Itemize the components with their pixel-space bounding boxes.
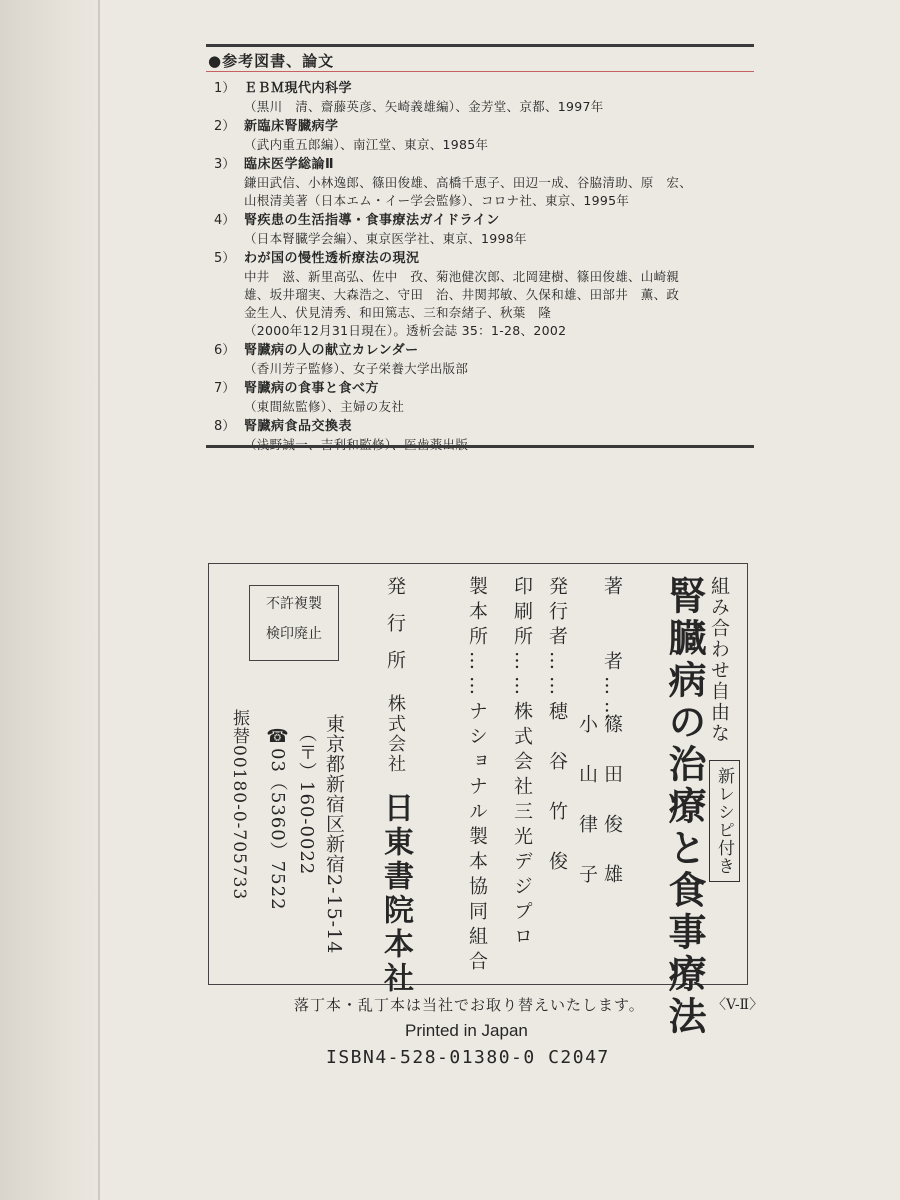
author-label: 著 者…… — [601, 576, 623, 726]
book-subtitle: 組み合わせ自由な — [708, 576, 730, 744]
publisher-person: 発行者……穂 谷 竹 俊 — [546, 576, 568, 876]
book-title: 腎臓病の治療と食事療法 — [662, 576, 707, 1038]
reference-detail: （香川芳子監修）、女子栄養大学出版部 — [244, 361, 469, 376]
reference-number: 4） — [214, 213, 236, 228]
printed-in-japan: Printed in Japan — [405, 1021, 528, 1040]
reference-title: わが国の慢性透析療法の現況 — [244, 251, 420, 266]
new-recipe-badge — [709, 754, 740, 882]
reference-number: 7） — [214, 381, 236, 396]
references-heading-underline — [206, 71, 754, 72]
company-name: 日東書院本社 — [378, 792, 413, 996]
book-gutter — [98, 0, 100, 1200]
phone-number: ☎03（5360）7522 — [267, 726, 288, 911]
references-top-rule — [206, 44, 754, 47]
reference-item — [214, 342, 762, 378]
reference-detail: 中井 滋、新里高弘、佐中 孜、菊池健次郎、北岡建樹、篠田俊雄、山崎親 — [244, 269, 680, 284]
reference-title: 臨床医学総論Ⅱ — [244, 157, 335, 172]
reference-detail: 山根清美著（日本エム・イー学会監修）、コロナ社、東京、1995年 — [244, 193, 630, 208]
company-type: 株式会社 — [385, 694, 406, 774]
isbn: ISBN4-528-01380-0 C2047 — [326, 1047, 610, 1068]
print-code: 〈V-Ⅱ〉 — [712, 997, 764, 1013]
reference-title: ＥＢＭ現代内科学 — [244, 81, 353, 96]
replacement-notice: 落丁本・乱丁本は当社でお取り替えいたします。 — [294, 996, 645, 1014]
binder-info: 製本所……ナショナル製本協同組合 — [466, 576, 488, 976]
reference-title: 新臨床腎臓病学 — [244, 119, 339, 134]
reference-detail: 鎌田武信、小林逸郎、篠田俊雄、高橋千恵子、田辺一成、谷脇清助、原 宏、 — [244, 175, 693, 190]
references-heading: ●参考図書、論文 — [208, 52, 335, 70]
postal-code: （〒）160-0022 — [296, 724, 317, 876]
reference-number: 8） — [214, 419, 236, 434]
reference-item — [214, 118, 762, 154]
reference-detail: （黒川 清、齋藤英彦、矢崎義雄編）、金芳堂、京都、1997年 — [244, 99, 604, 114]
stamp-line-2: 検印廃止 — [266, 626, 322, 642]
reference-detail: （武内重五郎編）、南江堂、東京、1985年 — [244, 137, 489, 152]
stamp-line-1: 不許複製 — [266, 596, 322, 612]
reference-item — [214, 418, 762, 454]
reference-number: 5） — [214, 251, 236, 266]
reference-title: 腎臓病食品交換表 — [244, 419, 353, 434]
reference-detail: 金生人、伏見清秀、和田篤志、三和奈緒子、秋葉 隆 — [244, 305, 552, 320]
reference-number: 3） — [214, 157, 236, 172]
copyright-stamp-box — [249, 585, 339, 661]
author-name-1: 篠 田 俊 雄 — [601, 714, 623, 889]
reference-title: 腎疾患の生活指導・食事療法ガイドライン — [244, 213, 500, 228]
reference-item — [214, 212, 762, 248]
reference-detail: 雄、坂井瑠実、大森浩之、守田 治、井関邦敏、久保和雄、田部井 薫、政 — [244, 287, 680, 302]
transfer-account: 振替00180-0-705733 — [229, 709, 249, 901]
reference-detail: （2000年12月31日現在）。透析会誌 35：1-28、2002 — [244, 323, 567, 338]
reference-title: 腎臓病の人の献立カレンダー — [244, 343, 419, 358]
reference-number: 6） — [214, 343, 236, 358]
reference-detail: （東間紘監修）、主婦の友社 — [244, 399, 405, 414]
reference-detail: （日本腎臓学会編）、東京医学社、東京、1998年 — [244, 231, 527, 246]
company-address: 東京都新宿区新宿2-15-14 — [323, 714, 345, 955]
reference-title: 腎臓病の食事と食べ方 — [244, 381, 380, 396]
reference-item — [214, 250, 762, 340]
reference-item — [214, 380, 762, 416]
references-list — [214, 80, 762, 456]
publishing-office-label: 発行所 — [384, 576, 406, 687]
printer-info: 印刷所……株式会社三光デジプロ — [511, 576, 533, 951]
author-name-2: 小 山 律 子 — [576, 714, 598, 889]
new-recipe-badge-label: 新レシピ付き — [709, 760, 740, 882]
reference-number: 2） — [214, 119, 236, 134]
page-edge — [0, 0, 98, 1200]
reference-number: 1） — [214, 81, 236, 96]
reference-item — [214, 80, 762, 116]
reference-item — [214, 156, 762, 210]
references-bottom-rule — [206, 445, 754, 448]
